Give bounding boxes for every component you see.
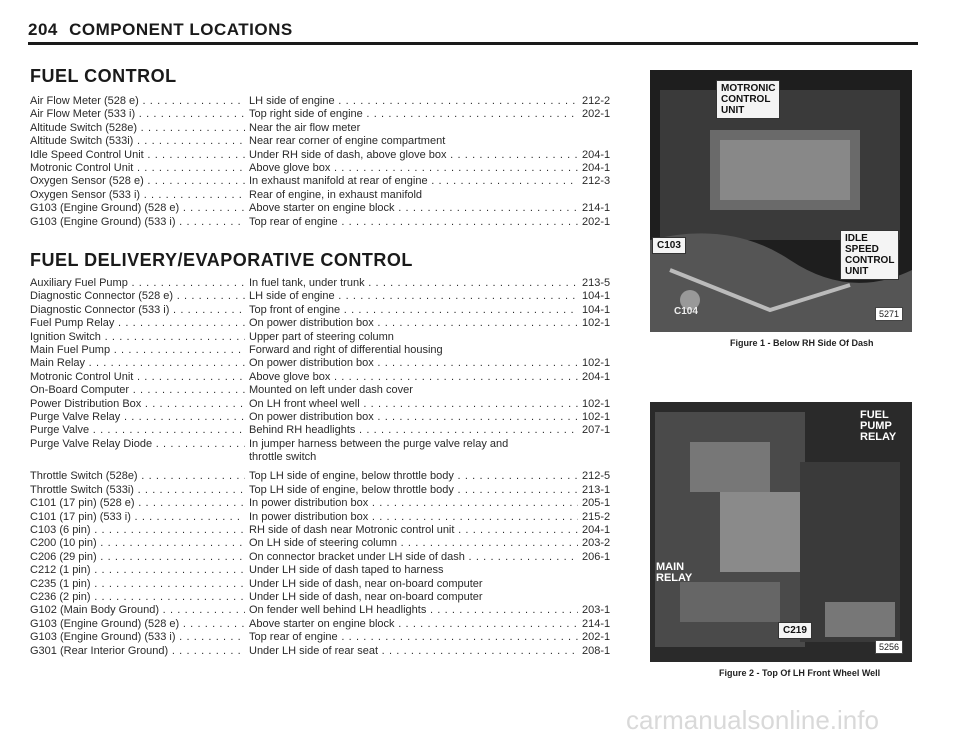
figure-1-caption: Figure 1 - Below RH Side Of Dash — [730, 338, 874, 348]
figure-1-ref-number: 5271 — [875, 307, 903, 321]
component-row — [30, 511, 630, 524]
component-location: Top rear of engine . . . — [249, 631, 584, 644]
page-reference: 204-1 — [578, 162, 632, 175]
component-name: Purge Valve . . . — [30, 424, 245, 437]
component-row — [30, 551, 630, 564]
component-name: Throttle Switch (528e) . . . — [30, 470, 245, 483]
component-location: Upper part of steering column — [249, 331, 584, 344]
component-location: On power distribution box . . . — [249, 357, 584, 370]
component-name: C103 (6 pin) . . . — [30, 524, 245, 537]
component-row — [30, 484, 630, 497]
page-reference: 212-3 — [578, 175, 632, 188]
component-location: On power distribution box . . . — [249, 317, 584, 330]
component-location: In jumper harness between the purge valve relay and — [249, 438, 584, 451]
component-row — [30, 424, 630, 437]
component-name: Ignition Switch . . . — [30, 331, 245, 344]
page-reference: 213-1 — [578, 484, 632, 497]
component-name: Motronic Control Unit . . . — [30, 162, 245, 175]
component-location: LH side of engine . . . — [249, 290, 584, 303]
page-reference: 204-1 — [578, 371, 632, 384]
page-reference: 213-5 — [578, 277, 632, 290]
page-reference: 102-1 — [578, 317, 632, 330]
component-name: Oxygen Sensor (528 e) . . . — [30, 175, 245, 188]
component-row — [30, 189, 630, 202]
component-name: Air Flow Meter (528 e) . . . — [30, 95, 245, 108]
header-rule — [28, 42, 918, 45]
component-location: On LH side of steering column . . . — [249, 537, 584, 550]
component-location: In power distribution box . . . — [249, 511, 584, 524]
figure-1-photo — [650, 70, 912, 332]
component-name: Main Fuel Pump . . . — [30, 344, 245, 357]
component-name: Purge Valve Relay Diode . . . — [30, 438, 245, 451]
label-c219: C219 — [778, 622, 812, 639]
label-motronic-control-unit: MOTRONIC CONTROL UNIT — [716, 80, 780, 119]
page-reference: 214-1 — [578, 202, 632, 215]
component-location: RH side of dash near Motronic control unit . . . — [249, 524, 584, 537]
component-row — [30, 537, 630, 550]
component-name: Diagnostic Connector (528 e) . . . — [30, 290, 245, 303]
page-reference: 102-1 — [578, 411, 632, 424]
figure-2-caption: Figure 2 - Top Of LH Front Wheel Well — [719, 668, 881, 678]
component-location: Under LH side of dash, near on-board computer — [249, 578, 584, 591]
component-location: throttle switch — [249, 451, 584, 464]
component-location: In exhaust manifold at rear of engine . . . — [249, 175, 584, 188]
component-row — [30, 645, 630, 658]
page-reference: 205-1 — [578, 497, 632, 510]
component-name: Throttle Switch (533i) . . . — [30, 484, 245, 497]
page-reference: 202-1 — [578, 108, 632, 121]
component-name: Power Distribution Box . . . — [30, 398, 245, 411]
component-row — [30, 162, 630, 175]
component-name: Diagnostic Connector (533 i) . . . — [30, 304, 245, 317]
page-reference: 215-2 — [578, 511, 632, 524]
component-location: Top LH side of engine, below throttle body . . . — [249, 470, 584, 483]
component-name: Idle Speed Control Unit . . . — [30, 149, 245, 162]
component-name: Altitude Switch (528e) . . . — [30, 122, 245, 135]
fuel-control-list — [30, 95, 630, 229]
component-location: In power distribution box . . . — [249, 497, 584, 510]
component-location: Top LH side of engine, below throttle body . . . — [249, 484, 584, 497]
component-location: Forward and right of differential housing — [249, 344, 584, 357]
component-row — [30, 304, 630, 317]
page-reference: 204-1 — [578, 524, 632, 537]
component-row — [30, 604, 630, 617]
component-location: Top right side of engine . . . — [249, 108, 584, 121]
component-name: G301 (Rear Interior Ground) . . . — [30, 645, 245, 658]
component-location: Under RH side of dash, above glove box . . . — [249, 149, 584, 162]
component-location: Above glove box . . . — [249, 162, 584, 175]
component-row — [30, 497, 630, 510]
component-name: C212 (1 pin) . . . — [30, 564, 245, 577]
page-reference: 102-1 — [578, 357, 632, 370]
section-title-fuel-delivery: FUEL DELIVERY/EVAPORATIVE CONTROL — [30, 250, 413, 270]
component-row — [30, 631, 630, 644]
component-row — [30, 277, 630, 290]
component-row — [30, 202, 630, 215]
component-location: On fender well behind LH headlights . . . — [249, 604, 584, 617]
component-name: C236 (2 pin) . . . — [30, 591, 245, 604]
page-reference: 207-1 — [578, 424, 632, 437]
page-reference: 214-1 — [578, 618, 632, 631]
component-row — [30, 618, 630, 631]
label-main-relay: MAIN RELAY — [656, 561, 693, 584]
component-location: Rear of engine, in exhaust manifold — [249, 189, 584, 202]
figure-1-illustration — [650, 70, 912, 332]
page-reference: 203-1 — [578, 604, 632, 617]
component-name: Main Relay . . . — [30, 357, 245, 370]
component-location: Mounted on left under dash cover — [249, 384, 584, 397]
component-row — [30, 135, 630, 148]
page-reference: 204-1 — [578, 149, 632, 162]
component-row — [30, 438, 630, 451]
component-location: On connector bracket under LH side of dash . . . — [249, 551, 584, 564]
component-name: C101 (17 pin) (533 i) . . . — [30, 511, 245, 524]
component-row — [30, 122, 630, 135]
component-row — [30, 108, 630, 121]
component-row — [30, 357, 630, 370]
page-reference: 202-1 — [578, 216, 632, 229]
component-row — [30, 371, 630, 384]
component-name: G103 (Engine Ground) (533 i) . . . — [30, 631, 245, 644]
page-reference: 212-5 — [578, 470, 632, 483]
component-row — [30, 331, 630, 344]
label-c104: C104 — [674, 306, 698, 317]
component-location: Under LH side of dash taped to harness — [249, 564, 584, 577]
component-location: Under LH side of dash, near on-board computer — [249, 591, 584, 604]
component-location: In fuel tank, under trunk . . . — [249, 277, 584, 290]
component-row — [30, 317, 630, 330]
page-reference: 202-1 — [578, 631, 632, 644]
component-location: On power distribution box . . . — [249, 411, 584, 424]
component-name: G103 (Engine Ground) (533 i) . . . — [30, 216, 245, 229]
component-location: Near the air flow meter — [249, 122, 584, 135]
page-reference: 208-1 — [578, 645, 632, 658]
component-row — [30, 411, 630, 424]
page-reference: 203-2 — [578, 537, 632, 550]
component-name: C200 (10 pin) . . . — [30, 537, 245, 550]
component-name: Purge Valve Relay . . . — [30, 411, 245, 424]
component-location: Above glove box . . . — [249, 371, 584, 384]
component-name: G103 (Engine Ground) (528 e) . . . — [30, 618, 245, 631]
page-title: COMPONENT LOCATIONS — [69, 20, 293, 39]
component-location: Behind RH headlights . . . — [249, 424, 584, 437]
component-location: Above starter on engine block . . . — [249, 202, 584, 215]
section-title-fuel-control: FUEL CONTROL — [30, 66, 177, 86]
component-row — [30, 149, 630, 162]
page-reference: 104-1 — [578, 304, 632, 317]
component-row — [30, 344, 630, 357]
component-row — [30, 290, 630, 303]
component-row — [30, 398, 630, 411]
component-row — [30, 578, 630, 591]
component-row — [30, 564, 630, 577]
component-location: Under LH side of rear seat . . . — [249, 645, 584, 658]
component-row — [30, 591, 630, 604]
component-name: Air Flow Meter (533 i) . . . — [30, 108, 245, 121]
component-name: Motronic Control Unit . . . — [30, 371, 245, 384]
page-reference: 206-1 — [578, 551, 632, 564]
component-name: C206 (29 pin) . . . — [30, 551, 245, 564]
component-name: C235 (1 pin) . . . — [30, 578, 245, 591]
component-name: G102 (Main Body Ground) . . . — [30, 604, 245, 617]
component-location: Top front of engine . . . — [249, 304, 584, 317]
component-location: Top rear of engine . . . — [249, 216, 584, 229]
component-name: C101 (17 pin) (528 e) . . . — [30, 497, 245, 510]
component-name: On-Board Computer . . . — [30, 384, 245, 397]
fuel-delivery-list — [30, 277, 630, 658]
page-number: 204 — [28, 20, 58, 39]
page-reference: 102-1 — [578, 398, 632, 411]
component-name: Oxygen Sensor (533 i) . . . — [30, 189, 245, 202]
label-fuel-pump-relay: FUEL PUMP RELAY — [860, 409, 897, 443]
figure-2-ref-number: 5256 — [875, 640, 903, 654]
page-reference: 104-1 — [578, 290, 632, 303]
label-c103: C103 — [652, 237, 686, 254]
component-row — [30, 470, 630, 483]
component-location: On LH front wheel well . . . — [249, 398, 584, 411]
component-name: Altitude Switch (533i) . . . — [30, 135, 245, 148]
component-row — [30, 175, 630, 188]
component-row — [30, 95, 630, 108]
component-row — [30, 451, 630, 464]
component-row — [30, 524, 630, 537]
label-idle-speed-control-unit: IDLE SPEED CONTROL UNIT — [840, 230, 899, 280]
watermark: carmanualsonline.info — [626, 705, 879, 735]
component-name: Auxiliary Fuel Pump . . . — [30, 277, 245, 290]
figure-2-photo — [650, 402, 912, 662]
component-name: G103 (Engine Ground) (528 e) . . . — [30, 202, 245, 215]
page-reference: 212-2 — [578, 95, 632, 108]
component-location: LH side of engine . . . — [249, 95, 584, 108]
component-row — [30, 216, 630, 229]
component-row — [30, 384, 630, 397]
page-header — [28, 20, 918, 40]
component-location: Above starter on engine block . . . — [249, 618, 584, 631]
component-name: Fuel Pump Relay . . . — [30, 317, 245, 330]
component-location: Near rear corner of engine compartment — [249, 135, 584, 148]
